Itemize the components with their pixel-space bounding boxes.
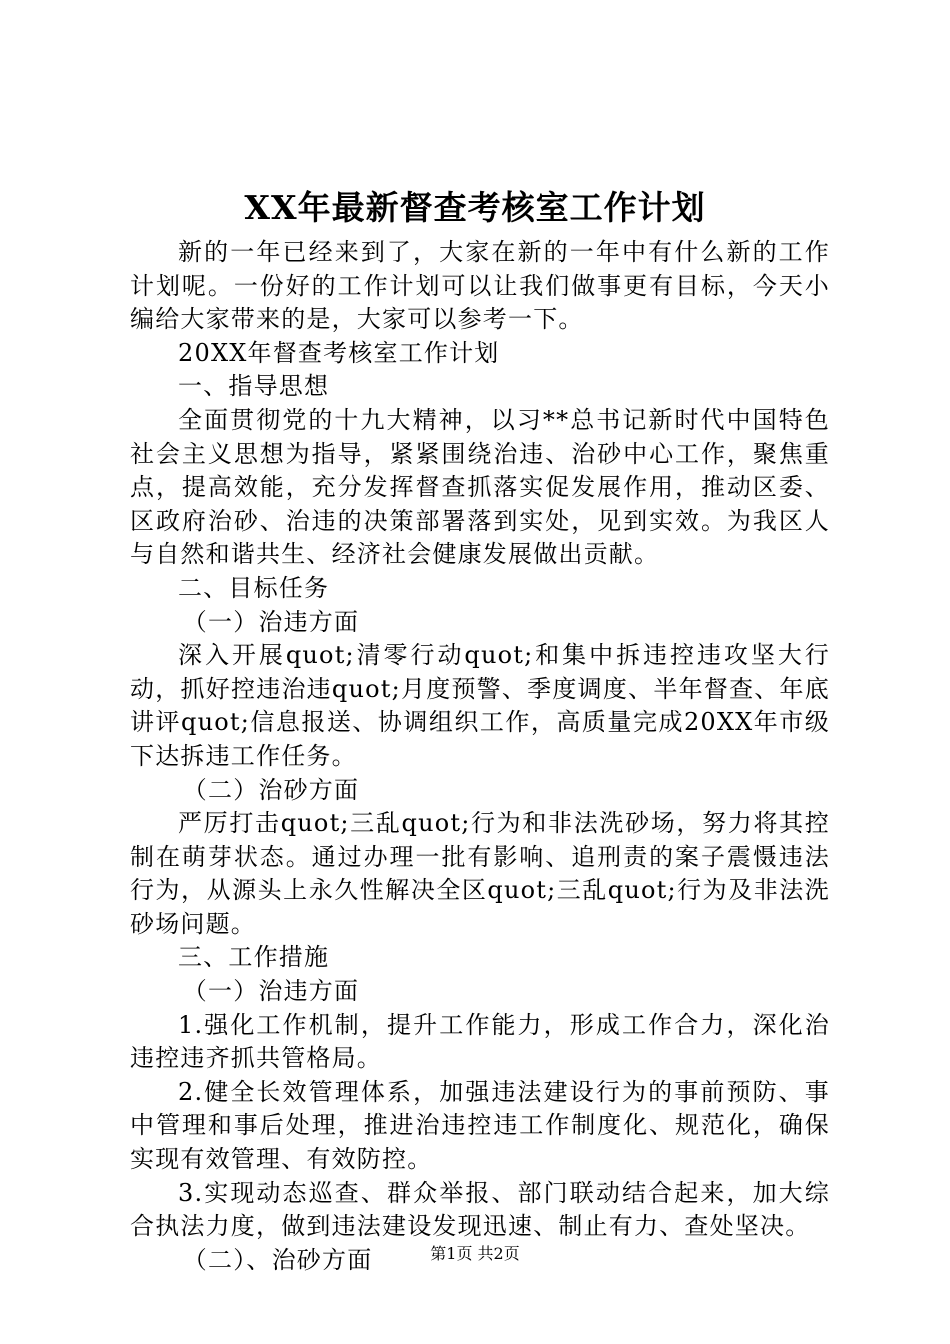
plan-subtitle: 20XX年督查考核室工作计划: [178, 338, 500, 367]
subheading-sand-measures: （二）、治砂方面: [182, 1245, 373, 1274]
document-title: XX年最新督查考核室工作计划: [244, 188, 706, 227]
subheading-violations-measures: （一）治违方面: [182, 977, 360, 1006]
measure-item-1: 1.强化工作机制，提升工作能力，形成工作合力，深化治违控违齐抓共管格局。: [130, 1010, 830, 1073]
subheading-sand: （二）治砂方面: [182, 775, 360, 804]
paragraph-guiding-ideology: 全面贯彻党的十九大精神，以习**总书记新时代中国特色社会主义思想为指导，紧紧围绕治违、治砂中心工作，聚焦重点，提高效能，充分发挥督查抓落实促发展作用，推动区委、区政府治砂、治违的决策部署落到实处，见到实效。为我区人与自然和谐共生、经济社会健康发展做出贡献。: [130, 405, 830, 569]
intro-paragraph: 新的一年已经来到了，大家在新的一年中有什么新的工作计划呢。一份好的工作计划可以让我们做事更有目标，今天小编给大家带来的是，大家可以参考一下。: [130, 238, 830, 334]
section-heading-guiding-ideology: 一、指导思想: [178, 372, 330, 401]
page-indicator: 第1页 共2页: [430, 1244, 520, 1263]
paragraph-sand-goals: 严厉打击quot;三乱quot;行为和非法洗砂场，努力将其控制在萌芽状态。通过办理一批有影响、追刑责的案子震慑违法行为，从源头上永久性解决全区quot;三乱quot;行为及非法洗砂场问题。: [130, 809, 830, 938]
measure-item-3: 3.实现动态巡查、群众举报、部门联动结合起来，加大综合执法力度，做到违法建设发现迅速、制止有力、查处坚决。: [130, 1178, 830, 1241]
measure-item-2: 2.健全长效管理体系，加强违法建设行为的事前预防、事中管理和事后处理，推进治违控违工作制度化、规范化，确保实现有效管理、有效防控。: [130, 1077, 830, 1174]
section-heading-measures: 三、工作措施: [178, 943, 330, 972]
subheading-violations: （一）治违方面: [182, 607, 360, 636]
document-body: [130, 236, 830, 1277]
section-heading-goals: 二、目标任务: [178, 573, 330, 602]
paragraph-violations-goals: 深入开展quot;清零行动quot;和集中拆违控违攻坚大行动，抓好控违治违quot;月度预警、季度调度、半年督查、年底讲评quot;信息报送、协调组织工作，高质量完成20XX年市级下达拆违工作任务。: [130, 641, 830, 770]
